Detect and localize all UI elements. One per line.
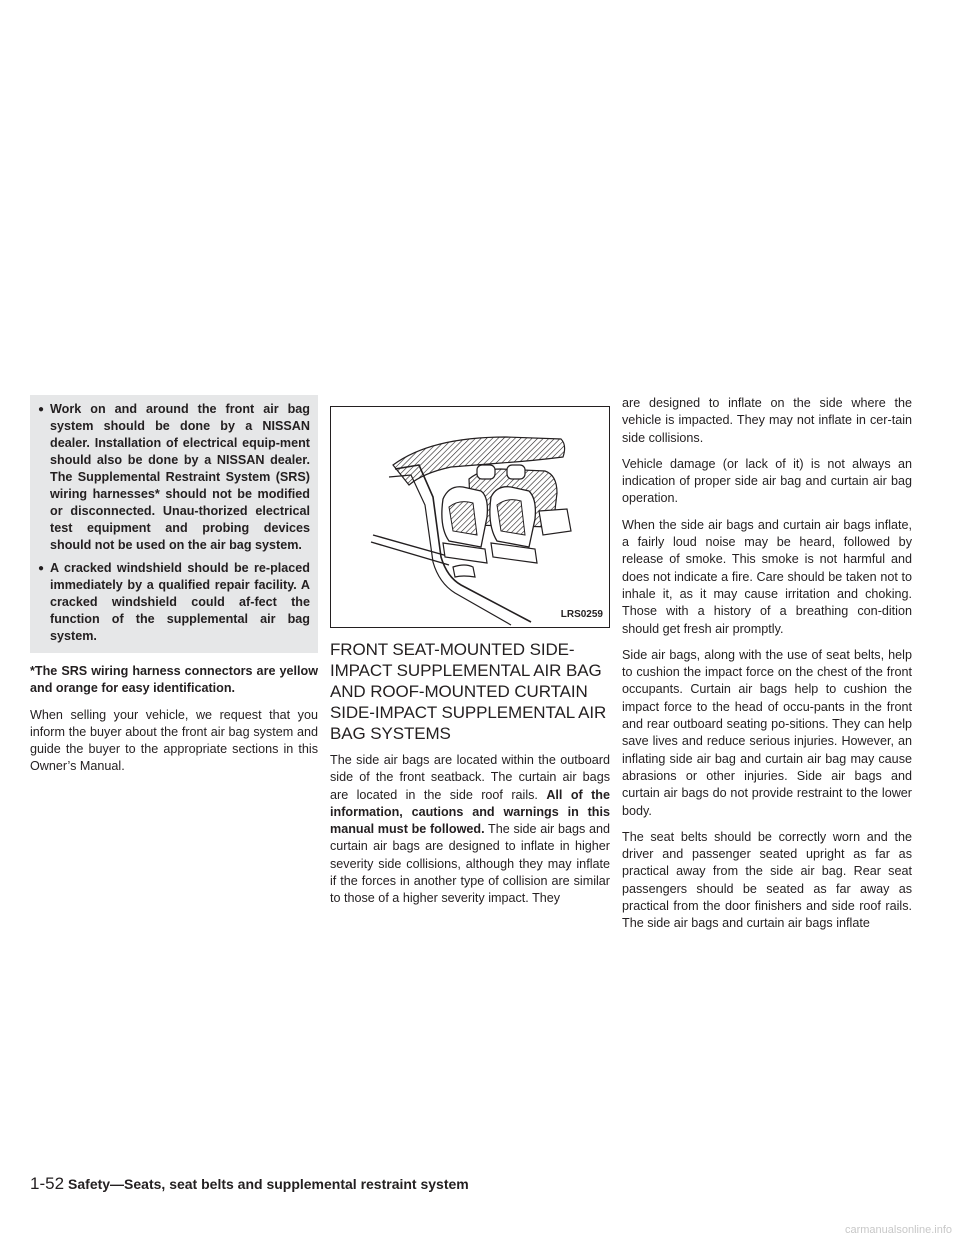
airbag-location-paragraph xyxy=(330,752,610,908)
paragraph-text: The side air bags and curtain air bags are designed to inflate in higher severity side collisions, although they may inflate if the forces in another type of collision are similar to those of a higher severity impact. They xyxy=(330,822,610,906)
chapter-title: Safety—Seats, seat belts and supplemental restraint system xyxy=(68,1176,469,1192)
seat-airbag-drawing-icon xyxy=(331,407,609,627)
airbag-illustration xyxy=(330,406,610,628)
page-footer xyxy=(30,1174,469,1194)
right-column xyxy=(622,395,912,942)
footnote: *The SRS wiring harness connectors are yellow and orange for easy identification. xyxy=(30,664,318,696)
paragraph-text: The side air bags are located within the outboard side of the front seatback. The curtain air bags are located in the side roof rails. xyxy=(330,753,610,802)
body-paragraph: The seat belts should be correctly worn and the driver and passenger seated upright as far as practical away from the side air bag. Rear seat passengers should be seated as far away as practical from the door finishers and side roof rails. The side air bags and curtain air bags inflate xyxy=(622,829,912,931)
body-paragraph: are designed to inflate on the side where the vehicle is impacted. They may not inflate in cer-tain side collisions. xyxy=(622,396,912,445)
warning-item xyxy=(36,401,310,554)
figure-code: LRS0259 xyxy=(560,608,603,620)
body-paragraph: Side air bags, along with the use of seat belts, help to cushion the impact force on the chest of the front occupants. Curtain air bags help to cushion the impact force to the head of occu-pants in the front and rear outboard seating po-sitions. They can help save lives and reduce serious injuries. However, an inflating side air bag and curtain air bag may cause abrasions or other injuries. Side air bags and curtain air bags do not provide restraint to the lower body. xyxy=(622,647,912,818)
body-paragraph: When the side air bags and curtain air bags inflate, a fairly loud noise may be heard, followed by release of smoke. This smoke is not harmful and does not indicate a fire. Care should be taken not to inhale it, as it may cause irritation and choking. Those with a history of a breathing con-dition should get fresh air promptly. xyxy=(622,517,912,636)
middle-column xyxy=(330,406,610,917)
left-column xyxy=(30,395,318,785)
warning-item xyxy=(36,560,310,645)
warning-text: Work on and around the front air bag system should be done by a NISSAN dealer. Installation of electrical equip-ment should also be done by a NISSAN dealer. The Supplemental Restraint System (SRS) wiring harnesses* should not be modified or disconnected. Unau-thorized electrical test equipment and probing devices should not be used on the air bag system. xyxy=(50,402,310,552)
warning-box xyxy=(30,395,318,653)
page-number: 1-52 xyxy=(30,1174,65,1193)
bullet-icon: ● xyxy=(38,404,45,415)
bullet-icon: ● xyxy=(38,563,45,574)
paragraph-bold-text: All of the information, cautions and warnings in this manual must be followed. xyxy=(330,787,610,837)
selling-paragraph: When selling your vehicle, we request that you inform the buyer about the front air bag system and guide the buyer to the appropriate sections in this Owner’s Manual. xyxy=(30,707,318,774)
section-heading: FRONT SEAT-MOUNTED SIDE-IMPACT SUPPLEMENTAL AIR BAG AND ROOF-MOUNTED CURTAIN SIDE-IMPACT SUPPLEMENTAL AIR BAG SYSTEMS xyxy=(330,640,607,743)
body-paragraph: Vehicle damage (or lack of it) is not always an indication of proper side air bag and curtain air bag operation. xyxy=(622,456,912,506)
warning-text: A cracked windshield should be re-placed immediately by a qualified repair facility. A cracked windshield could af-fect the function of the supplemental air bag system. xyxy=(50,561,310,643)
watermark: carmanualsonline.info xyxy=(844,1224,952,1236)
